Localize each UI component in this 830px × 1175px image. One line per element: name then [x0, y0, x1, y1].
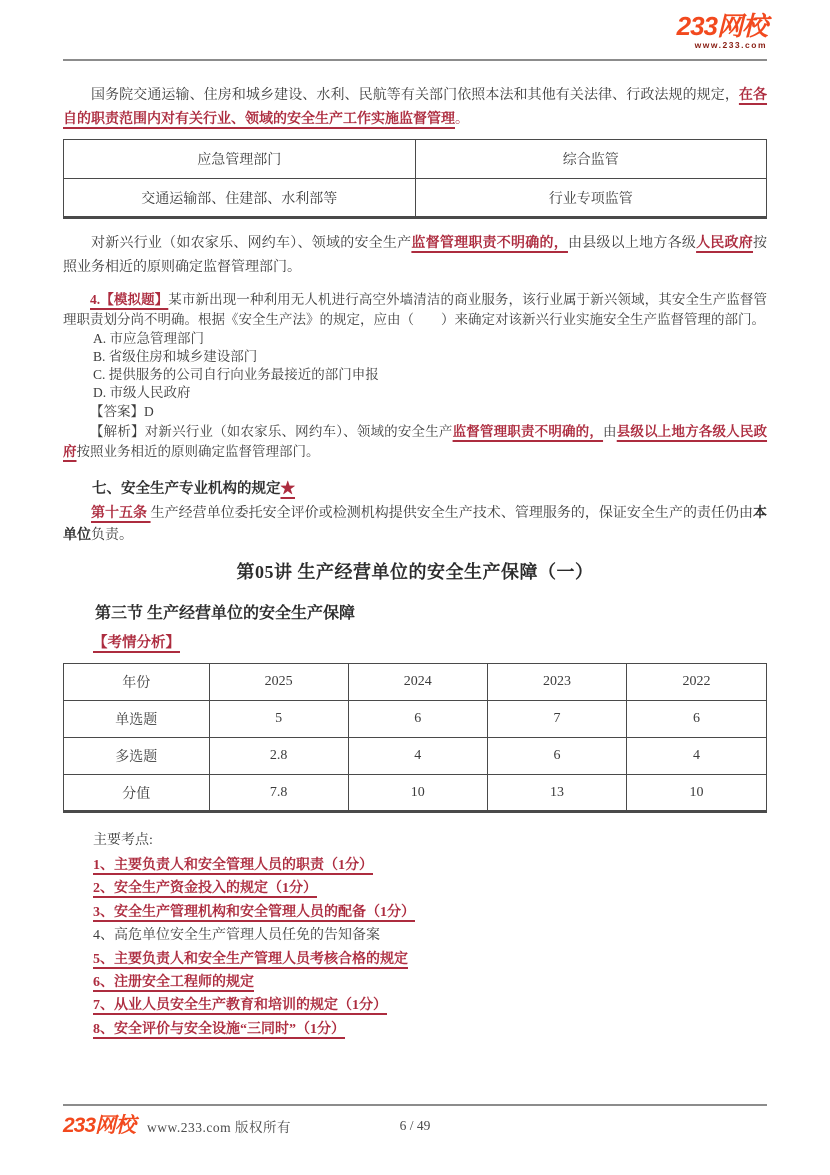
table-row [64, 179, 767, 218]
intro-paragraph: 国务院交通运输、住房和城乡建设、水利、民航等有关部门依照本法和其他有关法律、行政法规的规定，在各自的职责范围内对有关行业、领域的安全生产工作实施监督管理。 [63, 88, 768, 127]
footer-brand-logo: 233网校 [63, 1114, 136, 1137]
key-points-list [63, 854, 767, 1041]
table-cell: 6 [348, 701, 487, 738]
table-cell: 13 [487, 775, 626, 812]
table-cell: 多选题 [64, 738, 210, 775]
table-row [64, 140, 767, 179]
page-number: 6 / 49 [399, 1118, 431, 1133]
key-point-3: 3、安全生产管理机构和安全管理人员的配备（1分） [93, 904, 415, 920]
key-point-7: 7、从业人员安全生产教育和培训的规定（1分） [93, 998, 387, 1014]
table-cell: 2.8 [209, 738, 348, 775]
table-row [64, 701, 767, 738]
table-cell: 7 [487, 701, 626, 738]
analysis-paragraph: 【解析】对新兴行业（如农家乐、网约车）、领域的安全生产监督管理职责不明确的，由县级以上地方各级人民政府按照业务相近的原则确定监督管理部门。 [63, 424, 768, 459]
table-cell: 年份 [64, 664, 210, 701]
table-row [64, 775, 767, 812]
key-point-4: 4、高危单位安全生产管理人员任免的告知备案 [93, 928, 380, 944]
option-b: B. 省级住房和城乡建设部门 [93, 349, 258, 364]
table-row [64, 738, 767, 775]
question-options [63, 330, 767, 402]
table-cell: 2023 [487, 664, 626, 701]
key-point-8: 8、安全评价与安全设施“三同时”（1分） [93, 1021, 345, 1037]
table-cell: 综合监管 [415, 140, 767, 179]
practice-question-4 [63, 290, 767, 462]
exam-stats-table [63, 663, 767, 813]
footer-copyright: www.233.com 版权所有 [147, 1120, 292, 1135]
key-points-label: 主要考点: [93, 833, 153, 848]
lecture-title: 第05讲 生产经营单位的安全生产保障（一） [236, 562, 594, 582]
table-header-row [64, 664, 767, 701]
option-a: A. 市应急管理部门 [93, 331, 204, 346]
footer-divider [63, 1104, 767, 1106]
table-cell: 行业专项监管 [415, 179, 767, 218]
table-cell: 单选题 [64, 701, 210, 738]
table-cell: 7.8 [209, 775, 348, 812]
table-cell: 4 [348, 738, 487, 775]
table-cell: 应急管理部门 [64, 140, 416, 179]
brand-logo [677, 13, 767, 51]
table-cell: 10 [627, 775, 767, 812]
jurisdiction-table [63, 139, 767, 219]
article-15-paragraph: 第十五条 生产经营单位委托安全评价或检测机构提供安全生产技术、管理服务的，保证安全生产的责任仍由本单位负责。 [63, 506, 768, 543]
table-cell: 4 [627, 738, 767, 775]
key-point-6: 6、注册安全工程师的规定 [93, 975, 254, 991]
header-divider [63, 59, 767, 61]
brand-logo-text: 233网校 [676, 11, 767, 41]
section-7-heading: 七、安全生产专业机构的规定★ [92, 481, 295, 497]
table-cell: 6 [627, 701, 767, 738]
page-header [63, 0, 767, 53]
key-point-1: 1、主要负责人和安全管理人员的职责（1分） [93, 858, 373, 873]
table-cell: 10 [348, 775, 487, 812]
table-cell: 2022 [627, 664, 767, 701]
section-3-title: 第三节 生产经营单位的安全生产保障 [95, 605, 356, 622]
new-industry-paragraph: 对新兴行业（如农家乐、网约车）、领域的安全生产监督管理职责不明确的，由县级以上地方各级人民政府按照业务相近的原则确定监督管理部门。 [63, 236, 768, 275]
exam-analysis-label-text: 【考情分析】 [93, 635, 180, 651]
exam-analysis-label [63, 633, 767, 653]
table-cell: 分值 [64, 775, 210, 812]
question-stem: 4.【模拟题】某市新出现一种利用无人机进行高空外墙清洁的商业服务，该行业属于新兴领域，其安全生产监督管理职责划分尚不明确。根据《安全生产法》的规定，应由（ ）来确定对该新兴行业实施安全生产监督管理的部门。 [63, 292, 768, 327]
key-point-5: 5、主要负责人和安全生产管理人员考核合格的规定 [93, 951, 408, 967]
page-footer [63, 1104, 767, 1139]
table-cell: 2024 [348, 664, 487, 701]
option-d: D. 市级人民政府 [93, 385, 191, 400]
table-cell: 交通运输部、住建部、水利部等 [64, 179, 416, 218]
key-point-2: 2、安全生产资金投入的规定（1分） [93, 881, 317, 897]
table-cell: 5 [209, 701, 348, 738]
option-c: C. 提供服务的公司自行向业务最接近的部门申报 [93, 367, 379, 382]
footer-row [63, 1113, 767, 1139]
table-cell: 6 [487, 738, 626, 775]
table-cell: 2025 [209, 664, 348, 701]
brand-logo-url: www.233.com [694, 40, 767, 50]
answer-line: 【答案】D [90, 404, 154, 419]
